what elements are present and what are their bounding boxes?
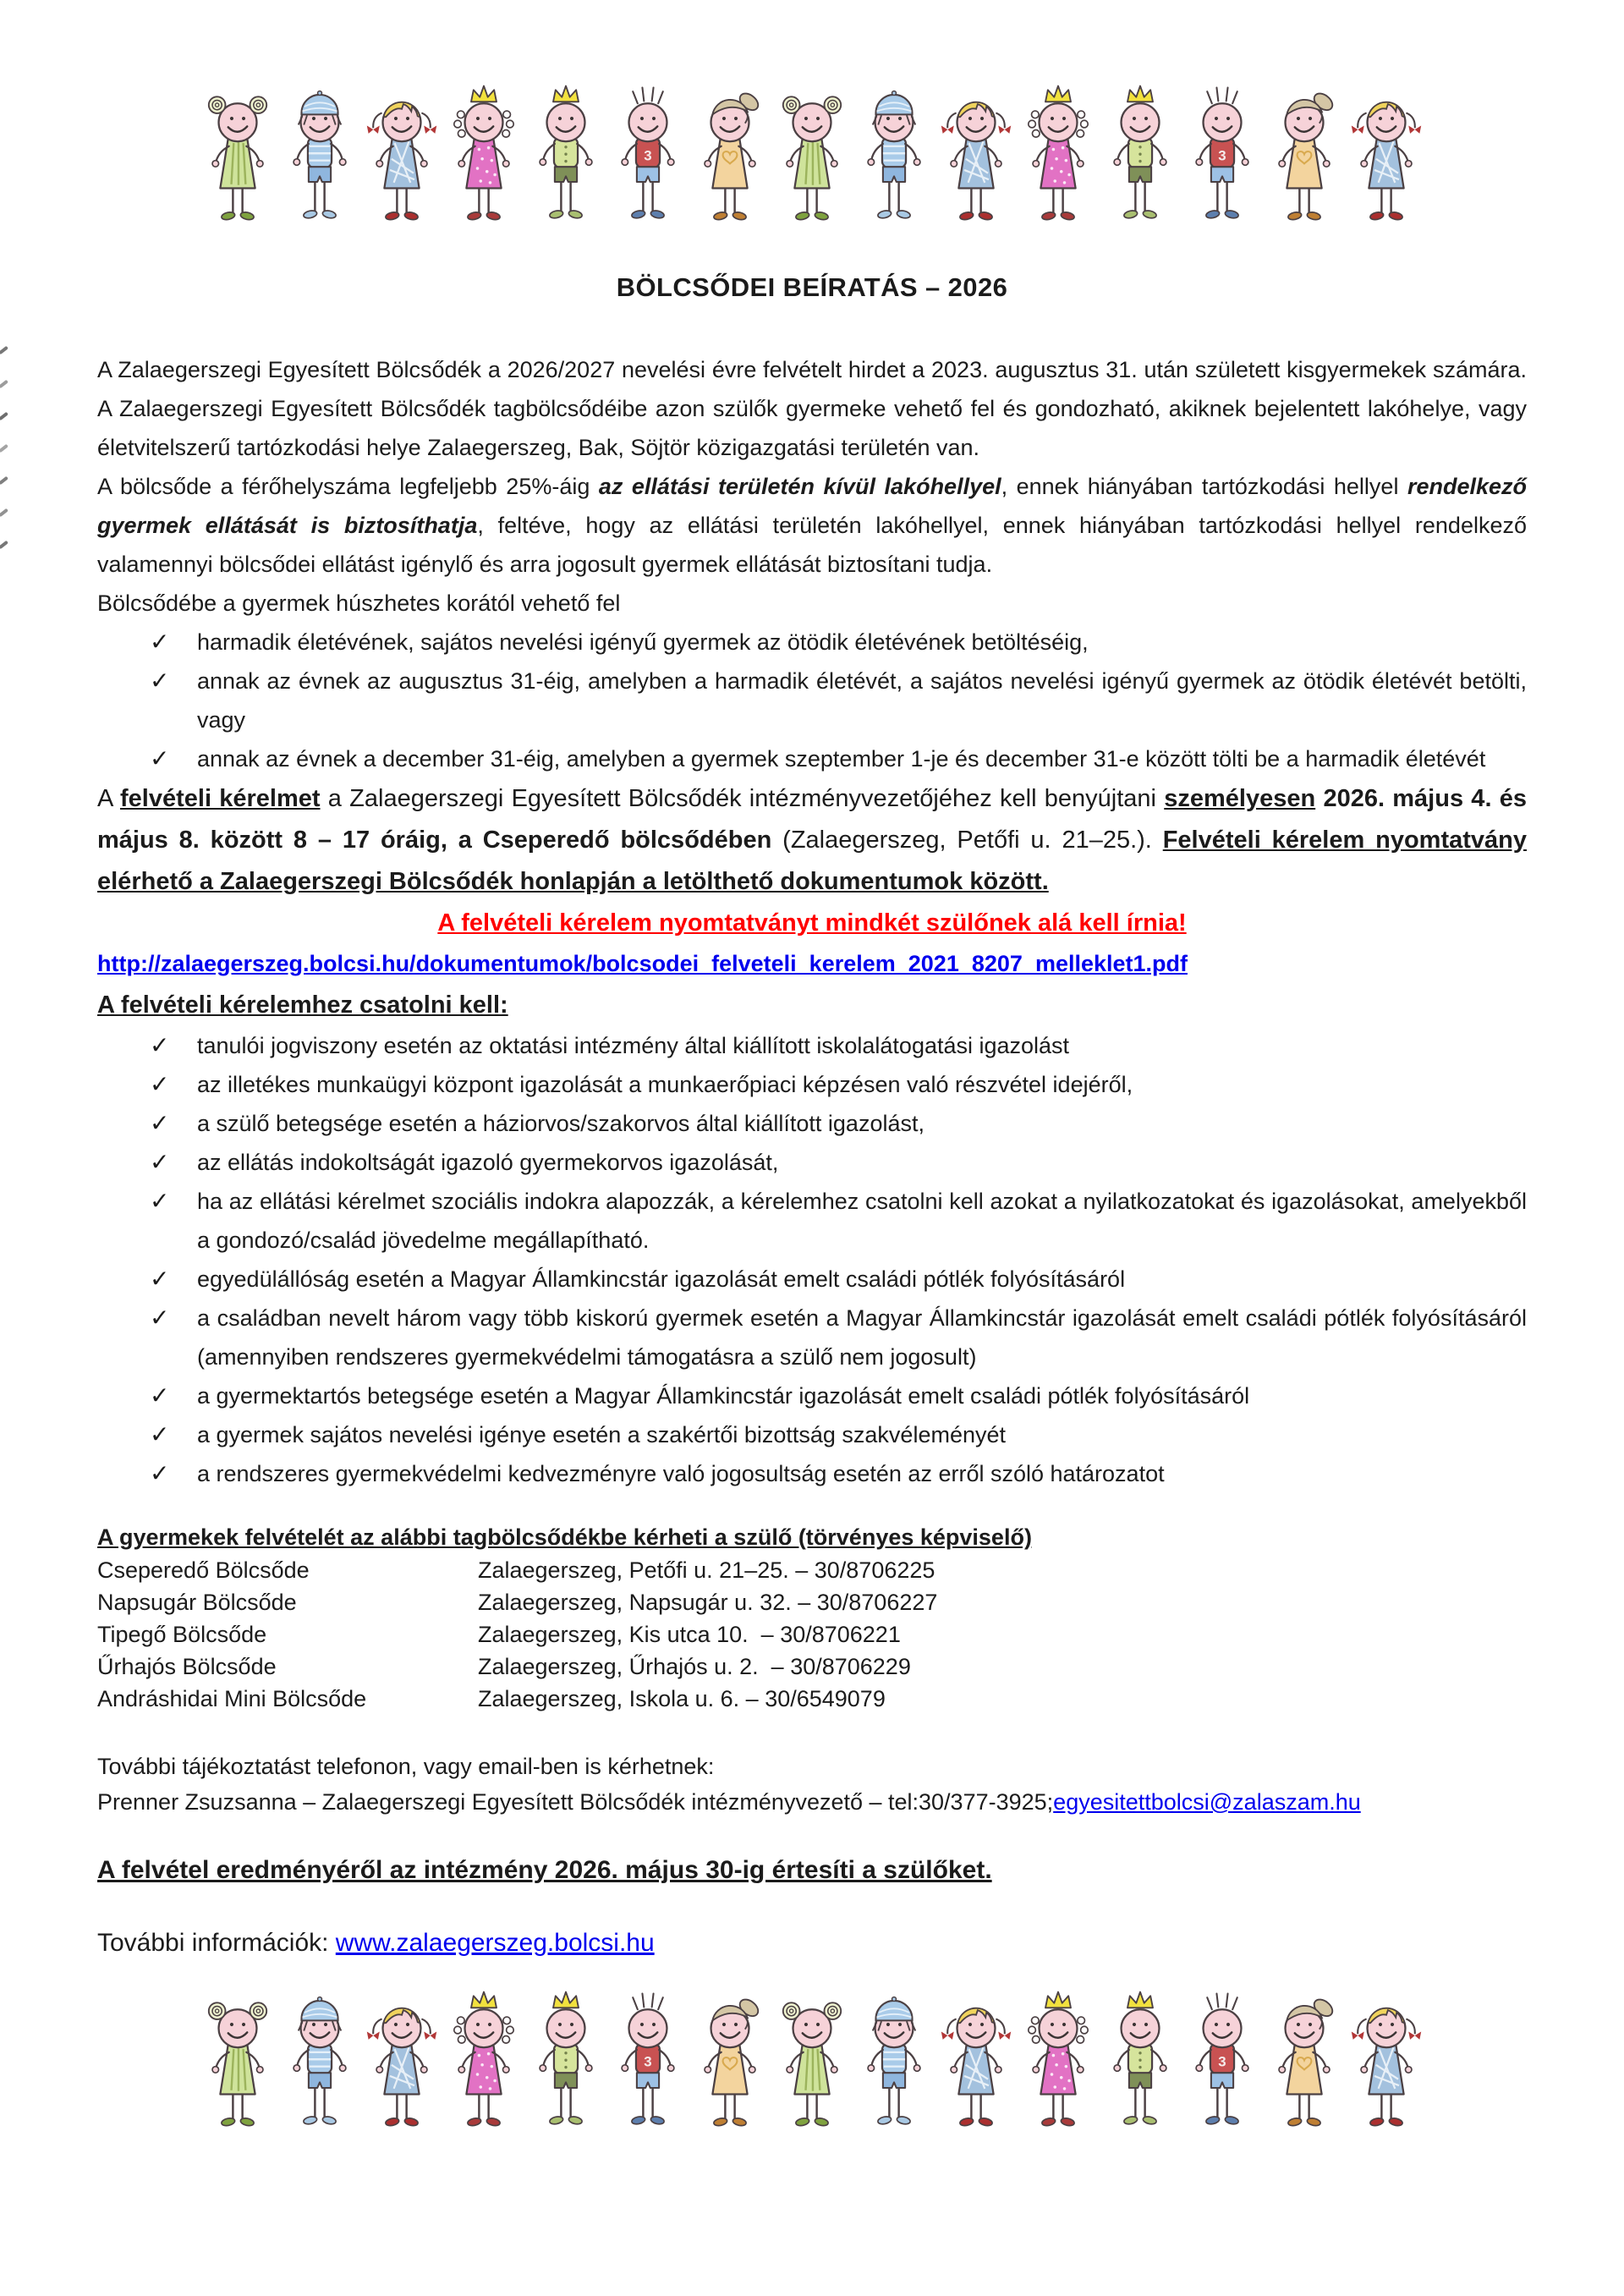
checkmark-icon: ✓: [150, 1188, 170, 1214]
apply-seg8-form: Felvételi kérelem nyomtatvány elérhető a Zalaegerszegi Bölcsődék honlapján a letölthető dokumentumok között.: [97, 827, 1527, 895]
nursery-name: Tipegő Bölcsőde: [97, 1622, 267, 1647]
nursery-name: Andráshidai Mini Bölcsőde: [97, 1686, 367, 1711]
attachment-item: [97, 1415, 1527, 1454]
eligibility-item: [97, 662, 1527, 739]
contact-email-link[interactable]: egyesitettbolcsi@zalaszam.hu: [1053, 1789, 1361, 1815]
eligibility-item-text: annak az évnek az augusztus 31-éig, amelyben a harmadik életévét, a sajátos nevelési igényű gyermek az ötödik életévét betölti, vagy: [197, 668, 1527, 733]
checkmark-icon: ✓: [150, 667, 170, 694]
apply-seg7-address: (Zalaegerszeg, Petőfi u. 21–25.).: [771, 827, 1163, 854]
child-figure: [280, 81, 359, 232]
attachment-item: [97, 1026, 1527, 1065]
attachment-item-text: az illetékes munkaügyi központ igazolását a munkaerőpiaci képzésen való részvétel idejéről,: [197, 1072, 1133, 1097]
child-figure: [1100, 81, 1180, 232]
child-figure: [1018, 1987, 1098, 2138]
child-figure: [772, 1987, 852, 2138]
nursery-name: Napsugár Bölcsőde: [97, 1590, 297, 1615]
contact-intro-line: További tájékoztatást telefonon, vagy email-ben is kérhetnek:: [97, 1754, 715, 1779]
apply-seg4-key: személyesen: [1164, 785, 1316, 812]
checkmark-icon: ✓: [150, 745, 170, 772]
attachment-item: [97, 1454, 1527, 1493]
attachment-item-text: egyedülállóság esetén a Magyar Államkincstár igazolását emelt családi pótlék folyósításáról: [197, 1266, 1126, 1292]
attachment-item-text: tanulói jogviszony esetén az oktatási intézmény által kiállított iskolalátogatási igazolást: [197, 1033, 1070, 1058]
attachments-heading: A felvételi kérelemhez csatolni kell:: [97, 991, 508, 1019]
nursery-address-phone: Zalaegerszeg, Iskola u. 6. – 30/6549079: [478, 1686, 886, 1711]
attachment-item-text: ha az ellátási kérelmet szociális indokra alapozzák, a kérelemhez csatolni kell azokat a nyilatkozatokat és igazolásokat, amelyekből a gondozó/család jövedelme megállapítható.: [197, 1189, 1527, 1253]
checkmark-icon: ✓: [150, 1032, 170, 1058]
svg-text:3: 3: [1218, 147, 1226, 164]
checkmark-icon: ✓: [150, 1110, 170, 1136]
attachment-item-text: a rendszeres gyermekvédelmi kedvezményre való jogosultság esetén az erről szóló határozatot: [197, 1461, 1165, 1486]
child-figure: [1347, 1987, 1426, 2138]
attachment-item-text: a gyermek sajátos nevelési igénye esetén a szakértői bizottság szakvéleményét: [197, 1422, 1007, 1447]
table-row: [97, 1651, 1527, 1683]
more-info-website-link[interactable]: www.zalaegerszeg.bolcsi.hu: [335, 1929, 655, 1957]
page-title: BÖLCSŐDEI BEÍRATÁS – 2026: [616, 272, 1008, 302]
child-figure: [854, 1987, 934, 2138]
svg-text:3: 3: [1218, 2053, 1226, 2070]
attachment-item: [97, 1376, 1527, 1415]
child-figure: [526, 1987, 606, 2138]
intro-p2-seg2-emphasis: az ellátási területén kívül lakóhellyel: [598, 474, 1001, 499]
table-row: [97, 1683, 1527, 1715]
intro-p2-seg1: A bölcsőde a férőhelyszáma legfeljebb 25%-áig: [97, 474, 599, 499]
child-figure: [444, 1987, 524, 2138]
checkmark-icon: ✓: [150, 629, 170, 655]
child-figure: [1182, 81, 1262, 232]
attachment-item-text: az ellátás indokoltságát igazoló gyermekorvos igazolását,: [197, 1150, 779, 1175]
eligibility-lead: Bölcsődébe a gyermek húszhetes korától vehető fel: [97, 590, 621, 616]
children-illustration-top: [198, 0, 1426, 232]
eligibility-item: [97, 739, 1527, 778]
attachment-item: [97, 1260, 1527, 1299]
contact-person-line: [97, 1784, 1527, 1820]
checkmark-icon: ✓: [150, 1382, 170, 1409]
nursery-name: Űrhajós Bölcsőde: [97, 1654, 277, 1679]
intro-p2-seg3: , ennek hiányában tartózkodási hellyel: [1001, 474, 1407, 499]
table-row: [97, 1586, 1527, 1618]
table-row: [97, 1618, 1527, 1651]
contact-person-text: Prenner Zsuzsanna – Zalaegerszegi Egyesített Bölcsődék intézményvezető – tel:30/377-3925;: [97, 1789, 1054, 1815]
intro-paragraph-1: A Zalaegerszegi Egyesített Bölcsődék a 2026/2027 nevelési évre felvételt hirdet a 2023. augusztus 31. után született kisgyermekek számára. A Zalaegerszegi Egyesített Bölcsődék tagbölcsődéibe azon szülők gyermeke vehető fel és gondozható, akiknek bejelentett lakóhelye, vagy életvitelszerű tartózkodási helye Zalaegerszeg, Bak, Söjtör közigazgatási területén van.: [97, 357, 1527, 460]
more-info-label: További információk:: [97, 1929, 336, 1957]
eligibility-item: [97, 623, 1527, 662]
nursery-address-phone: Zalaegerszeg, Petőfi u. 21–25. – 30/8706225: [478, 1557, 935, 1583]
child-figure: [362, 1987, 442, 2138]
application-form-pdf-link[interactable]: http://zalaegerszeg.bolcsi.hu/dokumentumok/bolcsodei_felveteli_kerelem_2021_8207_melleklet1.pdf: [97, 951, 1188, 976]
checkmark-icon: ✓: [150, 1305, 170, 1331]
checkmark-icon: ✓: [150, 1460, 170, 1486]
child-figure: [1182, 1987, 1262, 2138]
child-figure: [1100, 1987, 1180, 2138]
checkmark-icon: ✓: [150, 1149, 170, 1175]
result-notice: A felvétel eredményéről az intézmény 2026. május 30-ig értesíti a szülőket.: [97, 1856, 992, 1884]
attachment-item-text: a gyermektartós betegsége esetén a Magyar Államkincstár igazolását emelt családi pótlék folyósításáról: [197, 1383, 1250, 1409]
nursery-address-phone: Zalaegerszeg, Kis utca 10. – 30/8706221: [478, 1622, 901, 1647]
intro-p2-seg4-emphasis: rendelkező gyermek ellátását is biztosíthatja: [97, 474, 1528, 538]
child-figure: [444, 81, 524, 232]
more-info-line: [97, 1925, 1527, 1962]
child-figure: [690, 1987, 770, 2138]
checkmark-icon: ✓: [150, 1421, 170, 1447]
attachment-item: [97, 1104, 1527, 1143]
nurseries-table: [97, 1554, 1527, 1715]
child-figure: [198, 1987, 277, 2138]
nursery-address-phone: Zalaegerszeg, Űrhajós u. 2. – 30/8706229: [478, 1654, 911, 1679]
child-figure: [936, 1987, 1016, 2138]
attachment-item-text: a szülő betegsége esetén a háziorvos/szakorvos által kiállított igazolást,: [197, 1111, 924, 1136]
children-illustration-bottom: [198, 1987, 1426, 2138]
svg-text:3: 3: [644, 2053, 652, 2070]
child-figure: [690, 81, 770, 232]
pdf-link-line: [97, 943, 1527, 984]
apply-seg6-dates: 2026. május 4. és május 8. között 8 – 17 óráig, a Cseperedő bölcsődében: [97, 785, 1527, 854]
child-figure: [1265, 1987, 1344, 2138]
eligibility-item-text: harmadik életévének, sajátos nevelési igényű gyermek az ötödik életévének betöltéséig,: [197, 629, 1089, 655]
child-figure: [854, 81, 934, 232]
intro-paragraph-2: [97, 467, 1527, 584]
attachment-item: [97, 1143, 1527, 1182]
attachment-item: [97, 1182, 1527, 1260]
child-figure: [1265, 81, 1344, 232]
signature-warning: A felvételi kérelem nyomtatványt mindkét szülőnek alá kell írnia!: [437, 909, 1187, 937]
apply-seg1: A: [97, 785, 120, 812]
attachment-item-text: a családban nevelt három vagy több kiskorú gyermek esetén a Magyar Államkincstár igazolását emelt családi pótlék folyósításáról (amennyiben rendszeres gyermekvédelmi támogatásra a szülő nem jogosult): [197, 1305, 1527, 1370]
child-figure: [1347, 81, 1426, 232]
checkmark-icon: ✓: [150, 1071, 170, 1097]
contact-block: [97, 1749, 1527, 1820]
nursery-address-phone: Zalaegerszeg, Napsugár u. 32. – 30/8706227: [478, 1590, 938, 1615]
child-figure: [1018, 81, 1098, 232]
apply-seg3: a Zalaegerszegi Egyesített Bölcsődék intézményvezetőjéhez kell benyújtani: [320, 785, 1165, 812]
child-figure: [608, 1987, 688, 2138]
table-row: [97, 1554, 1527, 1586]
intro-p2-seg5: , feltéve, hogy az ellátási területén lakóhellyel, ennek hiányában tartózkodási hellyel rendelkező valamennyi bölcsődei ellátást igénylő és arra jogosult gyermek ellátását biztosítani tudja.: [97, 513, 1527, 577]
nurseries-heading: A gyermekek felvételét az alábbi tagbölcsődékbe kérheti a szülő (törvényes képviselő): [97, 1524, 1032, 1550]
checkmark-icon: ✓: [150, 1266, 170, 1292]
child-figure: [772, 81, 852, 232]
eligibility-list: [97, 623, 1527, 778]
child-figure: [936, 81, 1016, 232]
apply-seg2-key: felvételi kérelmet: [120, 785, 321, 812]
child-figure: [198, 81, 277, 232]
nursery-name: Cseperedő Bölcsőde: [97, 1557, 310, 1583]
child-figure: [280, 1987, 359, 2138]
attachment-item: [97, 1299, 1527, 1376]
attachment-item: [97, 1065, 1527, 1104]
child-figure: [608, 81, 688, 232]
attachments-list: [97, 1026, 1527, 1493]
svg-text:3: 3: [644, 147, 652, 164]
child-figure: [526, 81, 606, 232]
child-figure: [362, 81, 442, 232]
eligibility-item-text: annak az évnek a december 31-éig, amelyben a gyermek szeptember 1-je és december 31-e között tölti be a harmadik életévét: [197, 746, 1486, 772]
application-paragraph: [97, 778, 1527, 903]
